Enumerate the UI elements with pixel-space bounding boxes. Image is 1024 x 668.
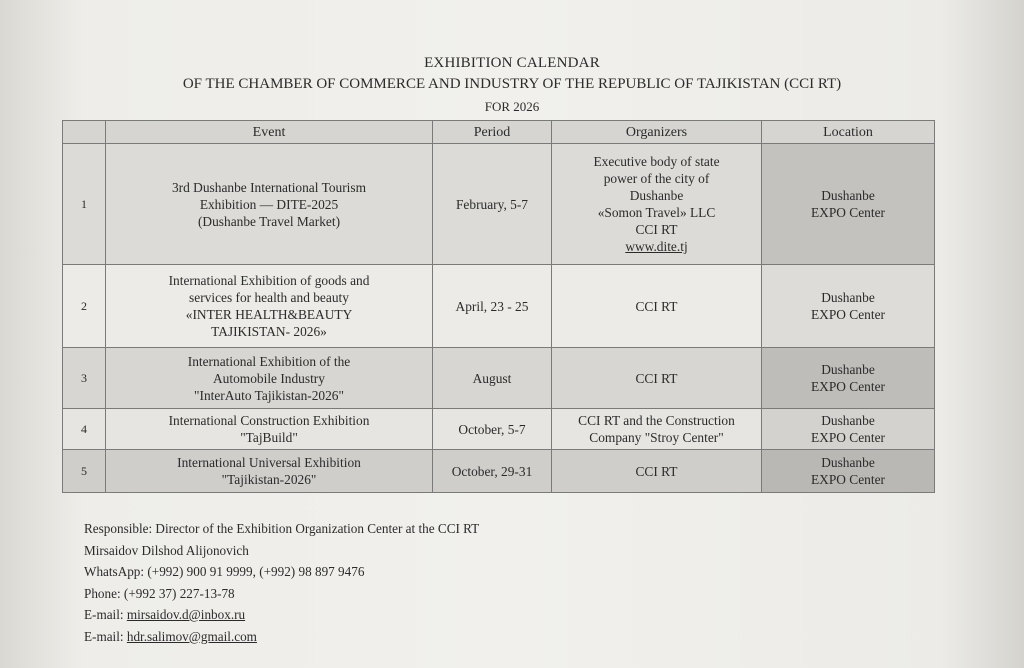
- email-link[interactable]: mirsaidov.d@inbox.ru: [126, 607, 246, 622]
- location-cell: [762, 265, 935, 348]
- location-line: EXPO Center: [810, 430, 885, 445]
- table-row: [63, 144, 935, 265]
- event-line: 3rd Dushanbe International Tourism: [171, 179, 367, 195]
- organizer-line: CCI RT: [635, 463, 678, 479]
- event-cell: [106, 348, 433, 409]
- period-cell: October, 29-31: [433, 450, 552, 493]
- organizer-line: CCI RT: [635, 370, 678, 386]
- location-line: EXPO Center: [810, 472, 885, 487]
- organizer-line: Executive body of state: [593, 154, 720, 169]
- location-line: Dushanbe: [821, 362, 875, 377]
- period-cell: August: [433, 348, 552, 409]
- period-cell: February, 5-7: [433, 144, 552, 265]
- event-line: International Exhibition of the: [187, 353, 351, 369]
- event-line: (Dushanbe Travel Market): [197, 213, 341, 229]
- location-line: Dushanbe: [821, 290, 875, 305]
- exhibition-table: [62, 120, 935, 493]
- table-row: [63, 450, 935, 493]
- title-line-1: EXHIBITION CALENDAR: [424, 55, 600, 71]
- event-cell: [106, 144, 433, 265]
- location-line: Dushanbe: [821, 188, 875, 203]
- location-cell: [762, 144, 935, 265]
- organizers-cell: [552, 265, 762, 348]
- table-row: [63, 348, 935, 409]
- organizers-cell: [552, 144, 762, 265]
- organizer-line: CCI RT and the Construction: [578, 413, 735, 428]
- location-line: Dushanbe: [821, 455, 875, 470]
- contact-name: Mirsaidov Dilshod Alijonovich: [84, 542, 249, 558]
- event-cell: [106, 450, 433, 493]
- event-line: "Tajikistan-2026": [221, 472, 317, 487]
- location-cell: [762, 348, 935, 409]
- organizer-line: «Somon Travel» LLC: [597, 205, 716, 220]
- event-line: International Universal Exhibition: [177, 455, 361, 470]
- location-cell: [762, 409, 935, 450]
- organizer-line: Dushanbe: [629, 188, 684, 203]
- organizer-line: power of the city of: [603, 171, 710, 186]
- location-line: Dushanbe: [821, 413, 875, 428]
- header-location: Location: [762, 121, 935, 144]
- period-cell: April, 23 - 25: [433, 265, 552, 348]
- table-row: [63, 265, 935, 348]
- header-organizers: Organizers: [552, 121, 762, 144]
- whatsapp-line: WhatsApp: (+992) 900 91 9999, (+992) 98 897 9476: [84, 564, 365, 579]
- event-line: Exhibition — DITE-2025: [199, 196, 339, 212]
- location-line: EXPO Center: [810, 307, 885, 322]
- location-line: EXPO Center: [810, 205, 885, 220]
- organizer-line: CCI RT: [635, 298, 678, 314]
- contact-block: [84, 518, 479, 647]
- organizers-cell: [552, 409, 762, 450]
- event-line: International Exhibition of goods and: [168, 273, 370, 288]
- event-line: International Construction Exhibition: [168, 413, 370, 428]
- period-cell: October, 5-7: [433, 409, 552, 450]
- location-cell: [762, 450, 935, 493]
- table-header-row: [63, 121, 935, 144]
- event-cell: [106, 265, 433, 348]
- row-number: 1: [63, 144, 106, 265]
- title-line-3: FOR 2026: [484, 99, 540, 114]
- event-line: Automobile Industry: [213, 370, 325, 386]
- event-line: "InterAuto Tajikistan-2026": [194, 387, 344, 403]
- event-line: services for health and beauty: [189, 290, 349, 305]
- organizers-cell: [552, 348, 762, 409]
- organizers-cell: [552, 450, 762, 493]
- event-line: «INTER HEALTH&BEAUTY: [185, 307, 353, 322]
- email-label: E-mail:: [84, 607, 127, 622]
- phone-line: Phone: (+992 37) 227-13-78: [84, 585, 235, 601]
- table-row: [63, 409, 935, 450]
- row-number: 3: [63, 348, 106, 409]
- website-link[interactable]: www.dite.tj: [625, 239, 688, 254]
- email-link[interactable]: hdr.salimov@gmail.com: [126, 628, 257, 644]
- organizer-line: Company "Stroy Center": [589, 430, 724, 445]
- organizer-line: CCI RT: [635, 222, 678, 237]
- title-line-2: OF THE CHAMBER OF COMMERCE AND INDUSTRY OF THE REPUBLIC OF TAJIKISTAN (CCI RT): [182, 76, 842, 92]
- row-number: 5: [63, 450, 106, 493]
- email-line-2: [84, 626, 479, 648]
- header-period: Period: [433, 121, 552, 144]
- header-number: [63, 121, 106, 144]
- event-line: TAJIKISTAN- 2026»: [211, 324, 327, 339]
- row-number: 2: [63, 265, 106, 348]
- document-title: [0, 54, 1024, 115]
- location-line: EXPO Center: [810, 379, 885, 394]
- email-label: E-mail:: [84, 628, 127, 644]
- event-line: "TajBuild": [240, 430, 298, 445]
- event-cell: [106, 409, 433, 450]
- responsible-line: Responsible: Director of the Exhibition Organization Center at the CCI RT: [84, 521, 480, 536]
- header-event: Event: [106, 121, 433, 144]
- email-line-1: [84, 604, 479, 626]
- row-number: 4: [63, 409, 106, 450]
